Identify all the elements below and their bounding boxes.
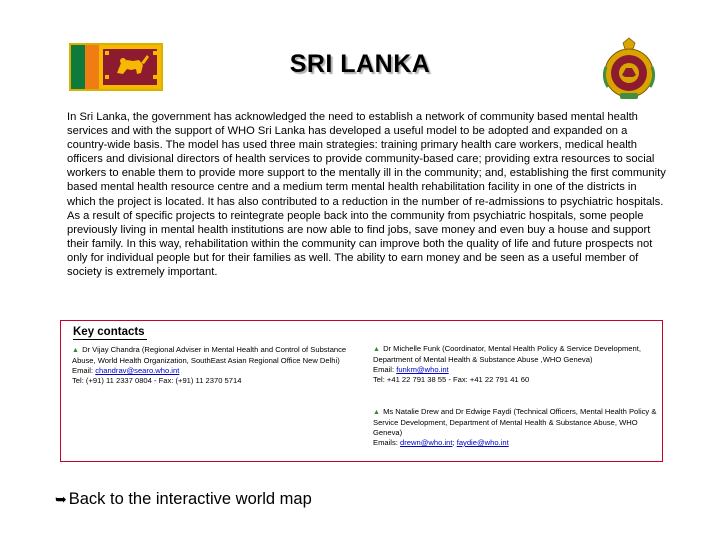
key-contacts-heading: Key contacts — [73, 326, 145, 338]
bullet-triangle-icon: ▲ — [72, 347, 79, 354]
email-label: Email: — [72, 366, 96, 375]
contact-card — [72, 345, 362, 386]
sri-lanka-emblem-icon — [600, 37, 658, 101]
curved-arrow-icon: ➥ — [55, 491, 67, 507]
back-to-world-map-link[interactable] — [55, 490, 312, 509]
contact-name-role: Dr Michelle Funk (Coordinator, Mental Health Policy & Service Development, Department of Mental Health & Substance Abuse ,WHO Geneva) — [373, 344, 641, 364]
email-link-2[interactable]: faydie@who.int — [456, 438, 509, 447]
back-link-label: Back to the interactive world map — [68, 490, 312, 508]
email-link[interactable]: drewn@who.int — [400, 438, 453, 447]
email-label: Email: — [373, 365, 397, 374]
contact-name-role: Ms Natalie Drew and Dr Edwige Faydi (Technical Officers, Mental Health Policy & Service Development, Department of Mental Health & Substance Abuse, WHO Geneva) — [373, 407, 657, 437]
contact-phone: Tel: +41 22 791 38 55 - Fax: +41 22 791 41 60 — [373, 375, 530, 384]
contact-name-role: Dr Vijay Chandra (Regional Adviser in Mental Health and Control of Substance Abuse, World Health Organization, SouthEast Asian Regional Office New Delhi) — [72, 345, 347, 365]
email-link[interactable]: funkm@who.int — [396, 365, 449, 374]
bullet-triangle-icon: ▲ — [373, 409, 380, 416]
key-contacts-box — [60, 320, 663, 462]
contact-card — [373, 407, 659, 448]
email-label: Emails: — [373, 438, 401, 447]
contact-card — [373, 344, 659, 385]
bullet-triangle-icon: ▲ — [373, 346, 380, 353]
contact-phone: Tel: (+91) 11 2337 0804 - Fax: (+91) 11 2370 5714 — [72, 376, 242, 385]
body-paragraph: In Sri Lanka, the government has acknowledged the need to establish a network of community based mental health services and with the support of WHO Sri Lanka has developed a useful model to be adopted and expanded on a country-wide basis. The model has used three main strategies: training primary health care workers, medical health officers and divisional directors of health services to provide community-based care; providing extra resources to social workers to enable them to provide more support to the mentally ill in the community; and, establishing the first community based mental health resource centre and a medium term mental health rehabilitation facility in one of the districts in which the project is located. It has also contributed to a reduction in the number of re-admissions to psychiatric hospitals. As a result of specific projects to reintegrate people back into the community from psychiatric hospitals, some people previously living in mental health institutions are now able to find jobs, save money and even buy a house and support their family. In this way, rehabilitation within the community can improve both the quality of life and future prospects not only for individual people but for their families as well. The ability to earn money and be seen as a useful member of society is extremely important. — [67, 111, 666, 279]
page-title: SRI LANKA — [289, 50, 431, 78]
email-link[interactable]: chandrav@searo.who.int — [95, 366, 180, 375]
email-separator: ; — [452, 438, 457, 447]
